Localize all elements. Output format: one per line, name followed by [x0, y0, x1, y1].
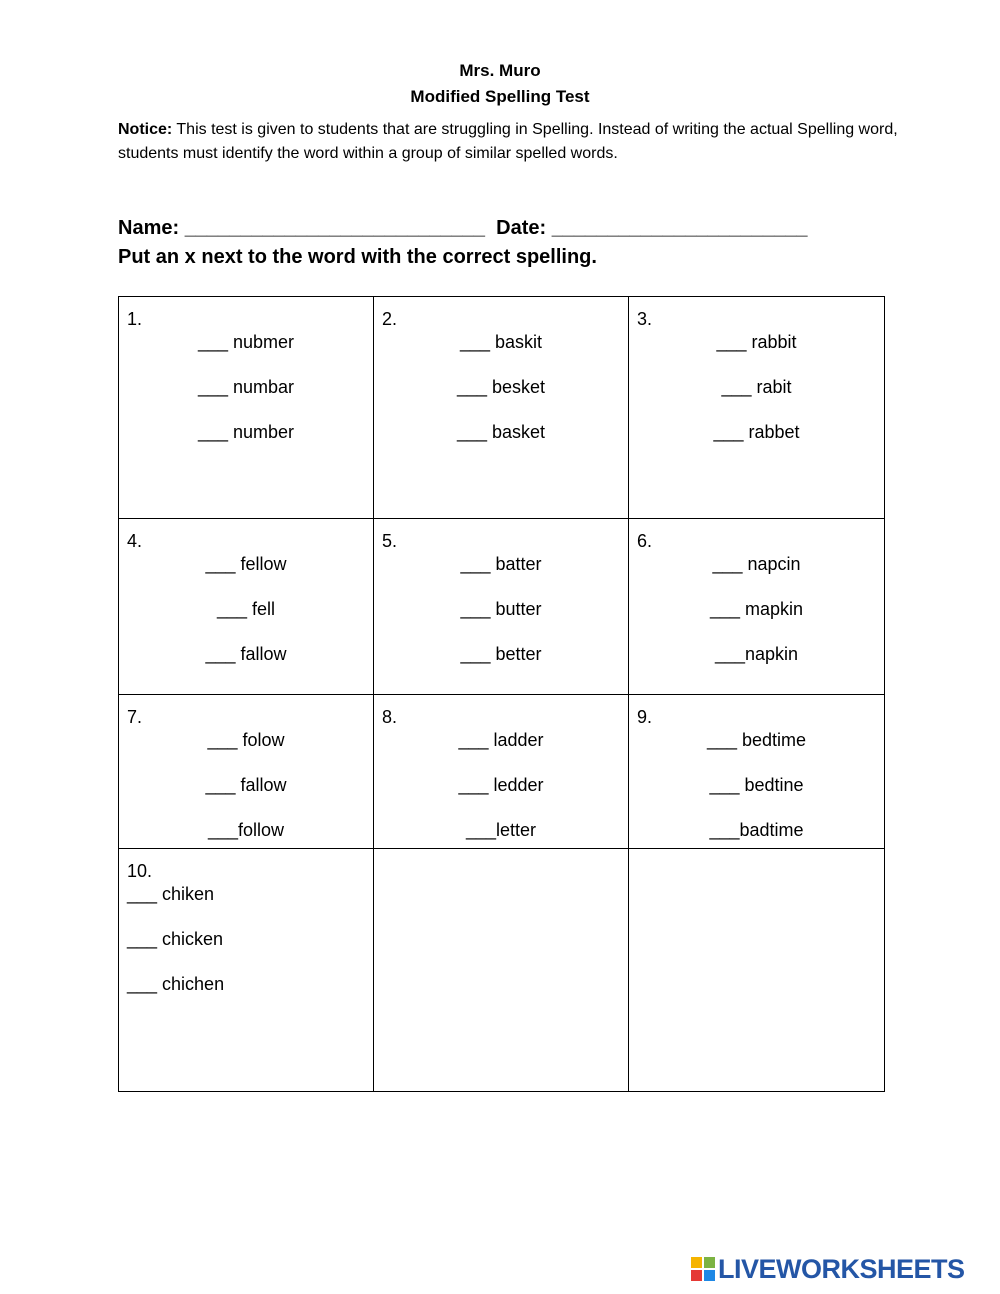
- question-number: 8.: [382, 707, 398, 727]
- question-number: 2.: [382, 309, 398, 329]
- name-date-line[interactable]: Name: ___________________________ Date: _______________________: [118, 217, 808, 239]
- question-grid: [118, 296, 885, 1092]
- question-number: 10.: [127, 861, 153, 881]
- answer-option[interactable]: ___follow: [207, 820, 285, 840]
- page-title: Modified Spelling Test: [410, 87, 590, 106]
- answer-option[interactable]: ___ batter: [460, 554, 542, 574]
- question-cell: [119, 695, 374, 849]
- brand-logo: [690, 1254, 965, 1284]
- question-number: 7.: [127, 707, 143, 727]
- question-number: 1.: [127, 309, 143, 329]
- answer-option[interactable]: ___ chiken: [127, 884, 215, 904]
- answer-option[interactable]: ___ fallow: [205, 644, 287, 664]
- teacher-name: Mrs. Muro: [459, 61, 541, 80]
- answer-option[interactable]: ___ fellow: [205, 554, 287, 574]
- instruction: Put an x next to the word with the correct spelling.: [118, 246, 597, 268]
- answer-option[interactable]: ___ butter: [460, 599, 542, 619]
- liveworksheets-logo-icon: [690, 1256, 716, 1282]
- question-cell: [629, 695, 885, 849]
- question-number: 9.: [637, 707, 653, 727]
- question-number: 3.: [637, 309, 653, 329]
- answer-option[interactable]: ___ basket: [456, 422, 546, 442]
- empty-cell: [629, 849, 885, 1092]
- answer-option[interactable]: ___ mapkin: [709, 599, 804, 619]
- answer-option[interactable]: ___ better: [460, 644, 542, 664]
- question-cell: [119, 297, 374, 519]
- answer-option[interactable]: ___ chicken: [127, 929, 224, 949]
- question-cell: [119, 519, 374, 695]
- answer-option[interactable]: ___ baskit: [459, 332, 543, 352]
- answer-option[interactable]: ___ ledder: [458, 775, 544, 795]
- answer-option[interactable]: ___ chichen: [127, 974, 225, 994]
- empty-cell: [374, 849, 629, 1092]
- answer-option[interactable]: ___ napcin: [712, 554, 801, 574]
- question-number: 6.: [637, 531, 653, 551]
- answer-option[interactable]: ___ number: [197, 422, 295, 442]
- notice-paragraph: [118, 118, 898, 166]
- answer-option[interactable]: ___ numbar: [197, 377, 295, 397]
- question-cell: [374, 695, 629, 849]
- notice-text: This test is given to students that are struggling in Spelling. Instead of writing the actual Spelling word, students must identify the word within a group of similar spelled words.: [118, 121, 898, 162]
- answer-option[interactable]: ___ besket: [456, 377, 546, 397]
- answer-option[interactable]: ___ nubmer: [197, 332, 295, 352]
- answer-option[interactable]: ___ rabit: [721, 377, 792, 397]
- brand-name: LIVEWORKSHEETS: [718, 1253, 965, 1284]
- question-cell: [629, 519, 885, 695]
- answer-option[interactable]: ___ rabbit: [716, 332, 797, 352]
- answer-option[interactable]: ___ fell: [216, 599, 276, 619]
- answer-option[interactable]: ___ bedtime: [706, 730, 807, 750]
- answer-option[interactable]: ___ folow: [207, 730, 285, 750]
- question-number: 5.: [382, 531, 398, 551]
- answer-option[interactable]: ___ ladder: [458, 730, 544, 750]
- question-cell: [374, 519, 629, 695]
- question-cell: [119, 849, 374, 1092]
- answer-option[interactable]: ___ rabbet: [713, 422, 800, 442]
- question-cell: [374, 297, 629, 519]
- answer-option[interactable]: ___napkin: [714, 644, 799, 664]
- answer-option[interactable]: ___letter: [465, 820, 537, 840]
- question-cell: [629, 297, 885, 519]
- notice-label: Notice:: [118, 121, 173, 138]
- answer-option[interactable]: ___ fallow: [205, 775, 287, 795]
- answer-option[interactable]: ___ bedtine: [709, 775, 804, 795]
- question-number: 4.: [127, 531, 143, 551]
- answer-option[interactable]: ___badtime: [709, 820, 804, 840]
